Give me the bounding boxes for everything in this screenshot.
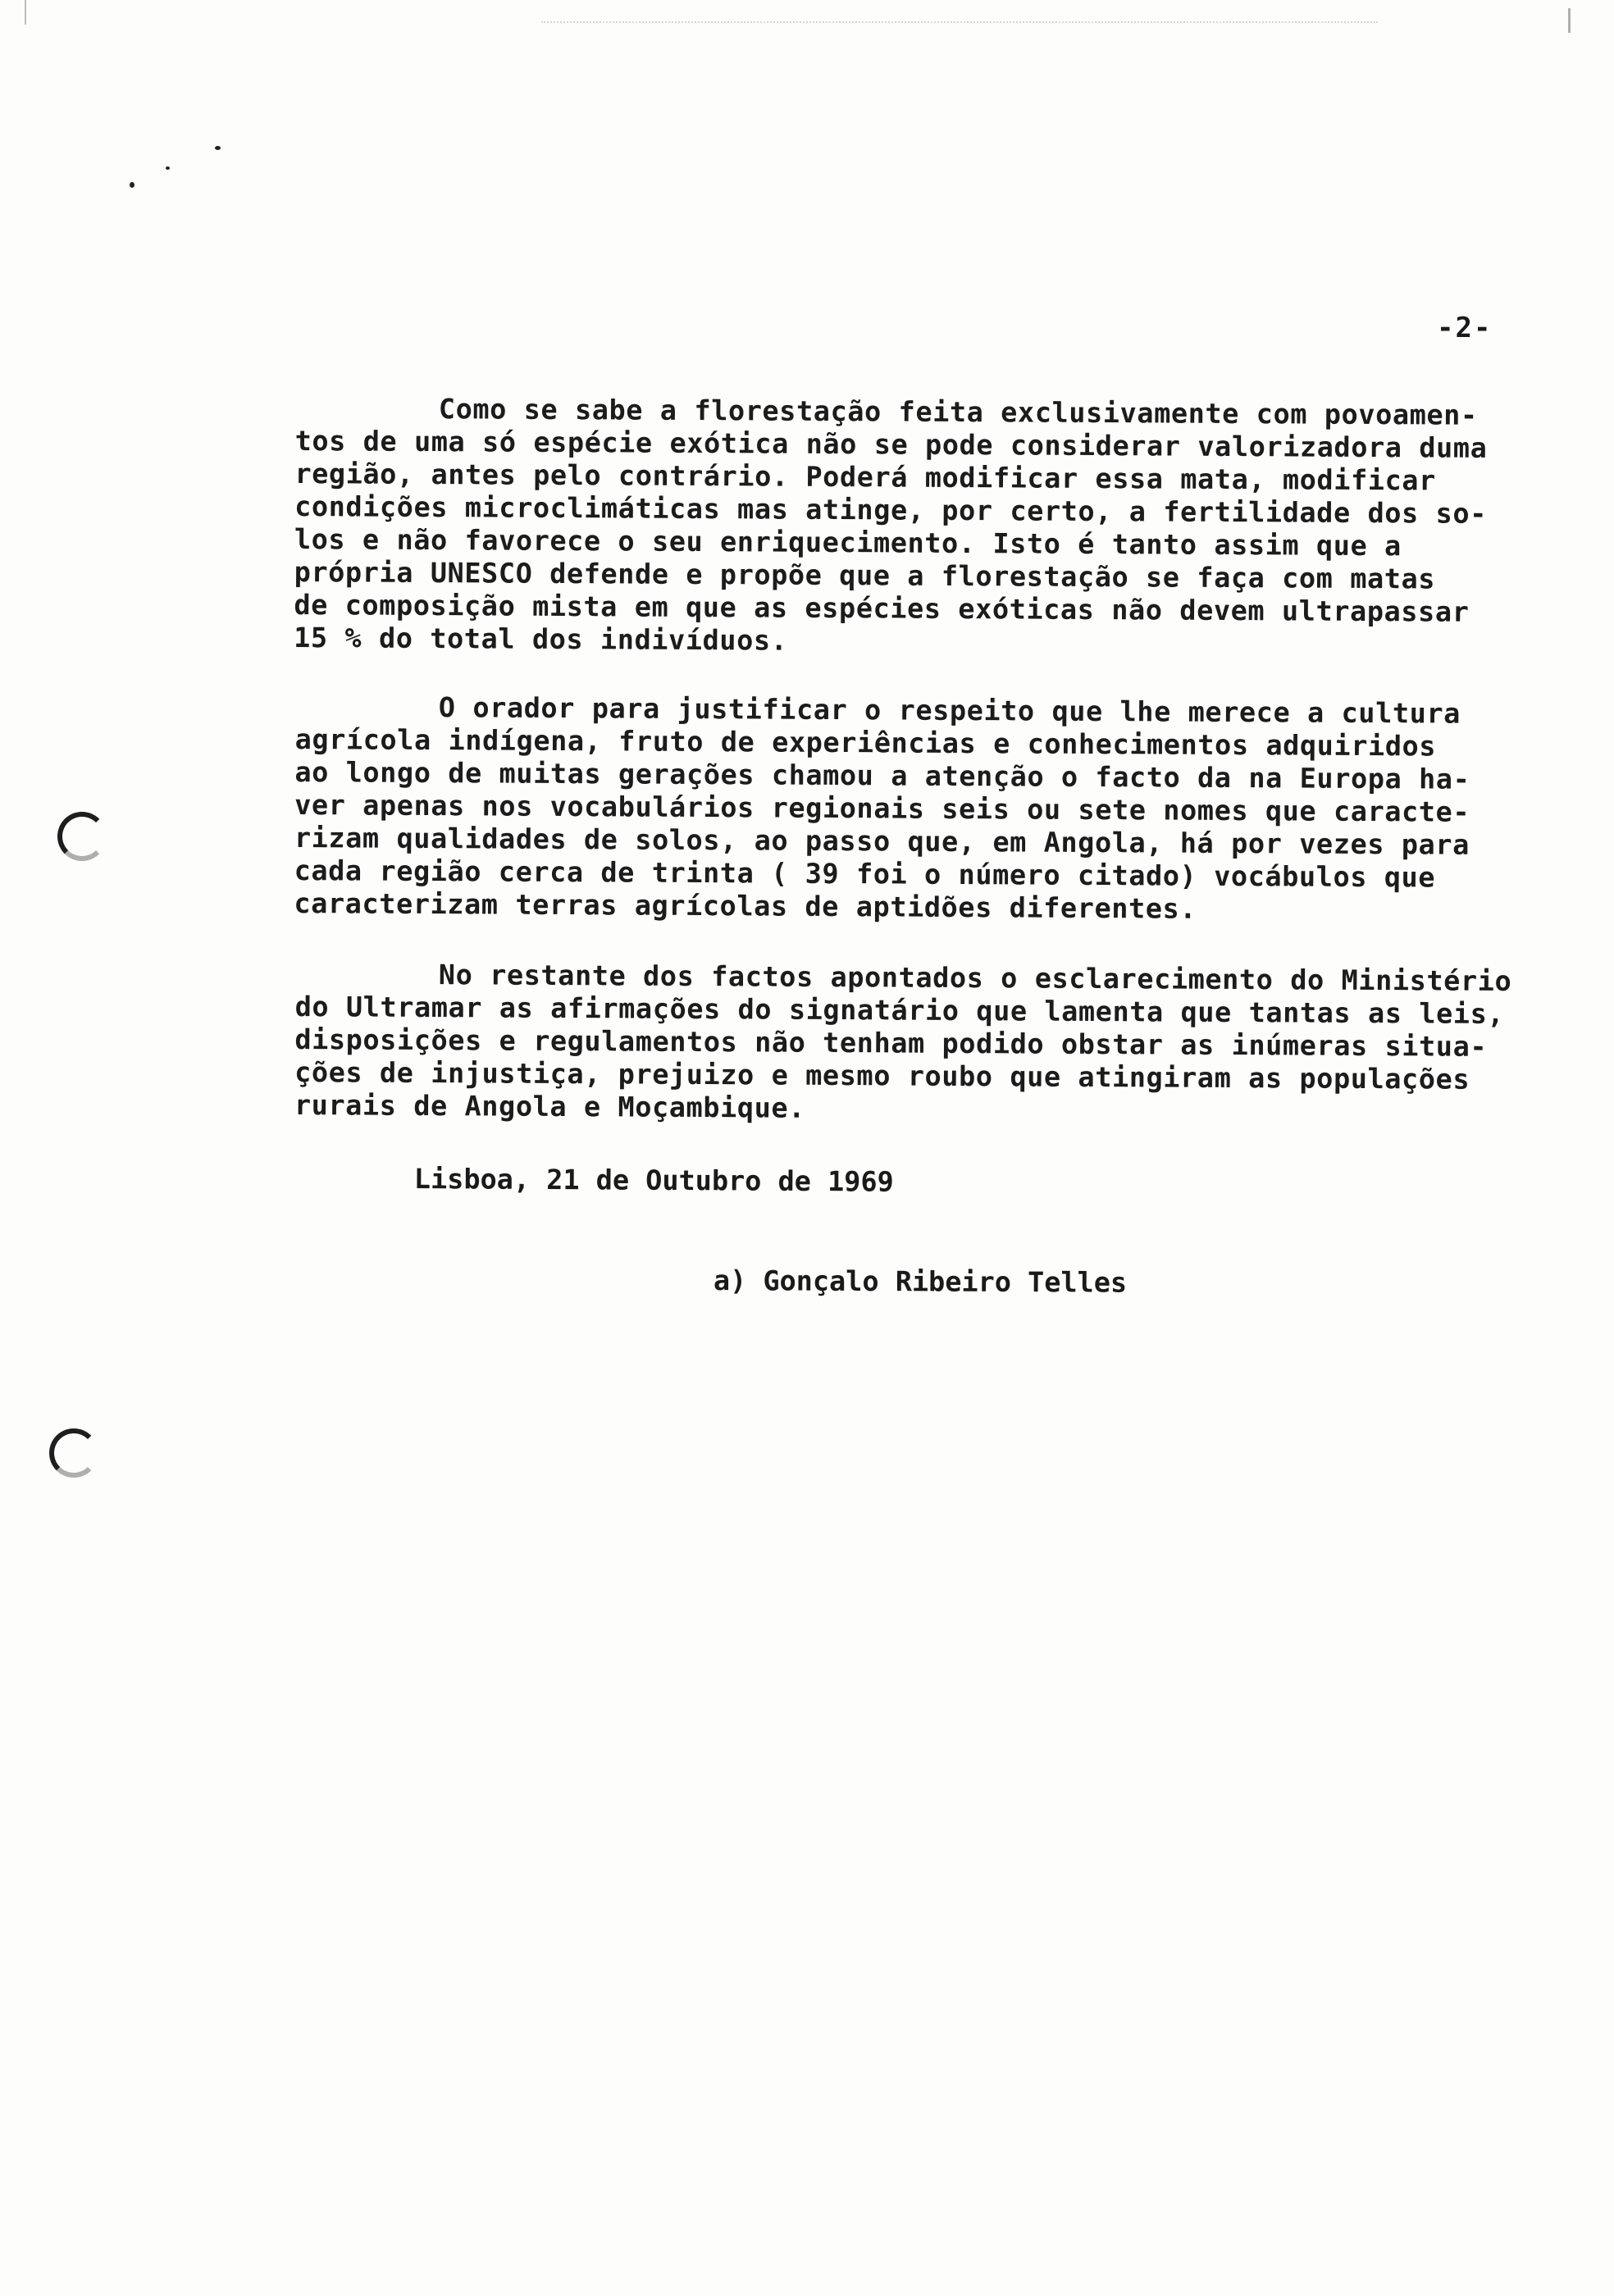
page-number: -2- (1437, 312, 1493, 344)
text-line: rizam qualidades de solos, ao passo que, em Angola, há por vezes para (294, 821, 1470, 861)
paragraph-ministry-clarification (294, 958, 1575, 1130)
scan-edge-left (25, 0, 26, 25)
text-line: ao longo de muitas gerações chamou a atenção o facto da na Europa ha- (294, 755, 1470, 795)
signature-line: a) Gonçalo Ribeiro Telles (713, 1264, 1128, 1299)
text-line: região, antes pelo contrário. Poderá modificar essa mata, modificar (294, 457, 1437, 497)
text-line: caracterizam terras agrícolas de aptidões diferentes. (294, 886, 1197, 925)
scan-edge-right (1568, 8, 1571, 33)
scan-edge-top (541, 21, 1378, 23)
text-line: disposições e regulamentos não tenham podido obstar as inúmeras situa- (294, 1023, 1488, 1063)
scan-speck (130, 182, 134, 188)
punch-hole-lower (49, 1428, 98, 1478)
text-line: condições microclimáticas mas atinge, por certo, a fertilidade dos so- (294, 490, 1488, 530)
dateline: Lisboa, 21 de Outubro de 1969 (413, 1163, 894, 1198)
text-line: ções de injustiça, prejuizo e mesmo roubo que atingiram as populações (294, 1055, 1470, 1096)
text-line: do Ultramar as afirmações do signatário que lamenta que tantas as leis, (294, 990, 1505, 1031)
text-line: cada região cerca de trinta ( 39 foi o número citado) vocábulos que (294, 854, 1436, 894)
text-line: rurais de Angola e Moçambique. (294, 1088, 806, 1124)
text-line: de composição mista em que as espécies exóticas não devem ultrapassar (294, 588, 1470, 628)
scan-speck (166, 166, 170, 170)
paragraph-forestation (294, 392, 1575, 663)
text-line: ver apenas nos vocabulários regionais seis ou sete nomes que caracte- (294, 788, 1470, 828)
scan-speck (215, 146, 221, 150)
text-line: própria UNESCO defende e propõe que a florestação se faça com matas (294, 555, 1436, 595)
punch-hole-upper (57, 812, 107, 861)
paragraph-indigenous-agriculture (294, 690, 1575, 928)
text-line: O orador para justificar o respeito que lhe merece a cultura (438, 691, 1461, 730)
text-line: tos de uma só espécie exótica não se pode considerar valorizadora duma (294, 424, 1488, 464)
text-line: Como se sabe a florestação feita exclusivamente com povoamen- (438, 393, 1478, 431)
text-line: No restante dos factos apontados o esclarecimento do Ministério (438, 959, 1512, 998)
text-line: los e não favorece o seu enriquecimento. Isto é tanto assim que a (294, 522, 1402, 563)
text-line: agrícola indígena, fruto de experiências e conhecimentos adquiridos (294, 722, 1437, 763)
text-line: 15 % do total dos indivíduos. (294, 621, 788, 657)
